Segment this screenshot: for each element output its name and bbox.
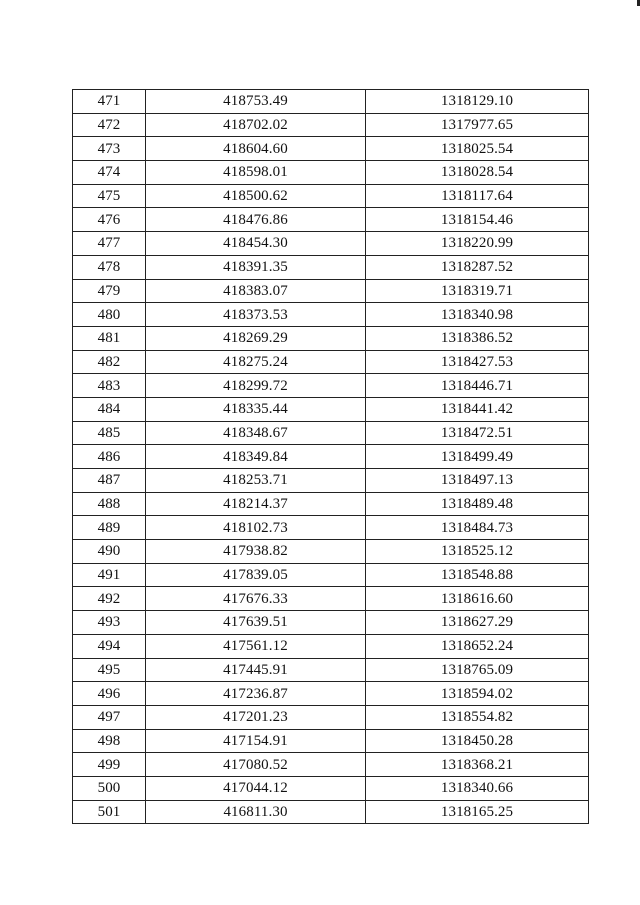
point-number-cell: 495 (73, 658, 146, 682)
point-number-cell: 492 (73, 587, 146, 611)
x-coordinate-cell: 417201.23 (146, 705, 366, 729)
y-coordinate-cell: 1318025.54 (366, 137, 589, 161)
y-coordinate-cell: 1318446.71 (366, 374, 589, 398)
y-coordinate-cell: 1318340.98 (366, 303, 589, 327)
y-coordinate-cell: 1318287.52 (366, 255, 589, 279)
point-number-cell: 488 (73, 492, 146, 516)
table-row (73, 161, 589, 185)
y-coordinate-cell: 1318497.13 (366, 469, 589, 493)
y-coordinate-cell: 1318489.48 (366, 492, 589, 516)
point-number-cell: 477 (73, 232, 146, 256)
point-number-cell: 489 (73, 516, 146, 540)
x-coordinate-cell: 418391.35 (146, 255, 366, 279)
point-number-cell: 476 (73, 208, 146, 232)
x-coordinate-cell: 418349.84 (146, 445, 366, 469)
x-coordinate-cell: 416811.30 (146, 800, 366, 824)
x-coordinate-cell: 417839.05 (146, 563, 366, 587)
table-row (73, 776, 589, 800)
x-coordinate-cell: 418373.53 (146, 303, 366, 327)
table-row (73, 492, 589, 516)
point-number-cell: 473 (73, 137, 146, 161)
point-number-cell: 479 (73, 279, 146, 303)
y-coordinate-cell: 1318154.46 (366, 208, 589, 232)
coordinate-table-body (73, 90, 589, 824)
point-number-cell: 493 (73, 611, 146, 635)
table-row (73, 658, 589, 682)
y-coordinate-cell: 1318616.60 (366, 587, 589, 611)
table-row (73, 705, 589, 729)
y-coordinate-cell: 1318652.24 (366, 634, 589, 658)
table-row (73, 753, 589, 777)
y-coordinate-cell: 1318129.10 (366, 90, 589, 114)
x-coordinate-cell: 417561.12 (146, 634, 366, 658)
table-row (73, 279, 589, 303)
table-row (73, 587, 589, 611)
x-coordinate-cell: 418702.02 (146, 113, 366, 137)
point-number-cell: 480 (73, 303, 146, 327)
point-number-cell: 487 (73, 469, 146, 493)
table-row (73, 611, 589, 635)
table-row (73, 90, 589, 114)
table-row (73, 350, 589, 374)
table-row (73, 729, 589, 753)
point-number-cell: 485 (73, 421, 146, 445)
point-number-cell: 500 (73, 776, 146, 800)
x-coordinate-cell: 417445.91 (146, 658, 366, 682)
y-coordinate-cell: 1318340.66 (366, 776, 589, 800)
x-coordinate-cell: 418214.37 (146, 492, 366, 516)
point-number-cell: 499 (73, 753, 146, 777)
table-row (73, 800, 589, 824)
point-number-cell: 474 (73, 161, 146, 185)
y-coordinate-cell: 1318165.25 (366, 800, 589, 824)
table-row (73, 326, 589, 350)
y-coordinate-cell: 1318525.12 (366, 540, 589, 564)
y-coordinate-cell: 1318554.82 (366, 705, 589, 729)
point-number-cell: 486 (73, 445, 146, 469)
point-number-cell: 475 (73, 184, 146, 208)
x-coordinate-cell: 418335.44 (146, 397, 366, 421)
x-coordinate-cell: 418269.29 (146, 326, 366, 350)
x-coordinate-cell: 418275.24 (146, 350, 366, 374)
y-coordinate-cell: 1318117.64 (366, 184, 589, 208)
x-coordinate-cell: 417676.33 (146, 587, 366, 611)
table-row (73, 184, 589, 208)
x-coordinate-cell: 418454.30 (146, 232, 366, 256)
table-row (73, 563, 589, 587)
point-number-cell: 497 (73, 705, 146, 729)
x-coordinate-cell: 418753.49 (146, 90, 366, 114)
table-row (73, 113, 589, 137)
table-row (73, 137, 589, 161)
table-row (73, 397, 589, 421)
coordinate-table (72, 89, 589, 824)
point-number-cell: 496 (73, 682, 146, 706)
point-number-cell: 491 (73, 563, 146, 587)
table-row (73, 208, 589, 232)
table-row (73, 540, 589, 564)
x-coordinate-cell: 417154.91 (146, 729, 366, 753)
table-row (73, 445, 589, 469)
point-number-cell: 472 (73, 113, 146, 137)
table-row (73, 255, 589, 279)
x-coordinate-cell: 418598.01 (146, 161, 366, 185)
y-coordinate-cell: 1318765.09 (366, 658, 589, 682)
y-coordinate-cell: 1318450.28 (366, 729, 589, 753)
point-number-cell: 494 (73, 634, 146, 658)
x-coordinate-cell: 417080.52 (146, 753, 366, 777)
table-row (73, 232, 589, 256)
x-coordinate-cell: 418102.73 (146, 516, 366, 540)
table-row (73, 303, 589, 327)
point-number-cell: 482 (73, 350, 146, 374)
y-coordinate-cell: 1318028.54 (366, 161, 589, 185)
x-coordinate-cell: 418500.62 (146, 184, 366, 208)
point-number-cell: 498 (73, 729, 146, 753)
y-coordinate-cell: 1318472.51 (366, 421, 589, 445)
point-number-cell: 478 (73, 255, 146, 279)
point-number-cell: 501 (73, 800, 146, 824)
x-coordinate-cell: 418383.07 (146, 279, 366, 303)
table-row (73, 634, 589, 658)
y-coordinate-cell: 1318441.42 (366, 397, 589, 421)
x-coordinate-cell: 417938.82 (146, 540, 366, 564)
point-number-cell: 490 (73, 540, 146, 564)
x-coordinate-cell: 418348.67 (146, 421, 366, 445)
table-row (73, 469, 589, 493)
x-coordinate-cell: 418299.72 (146, 374, 366, 398)
x-coordinate-cell: 417236.87 (146, 682, 366, 706)
y-coordinate-cell: 1318368.21 (366, 753, 589, 777)
x-coordinate-cell: 417639.51 (146, 611, 366, 635)
x-coordinate-cell: 418253.71 (146, 469, 366, 493)
y-coordinate-cell: 1318484.73 (366, 516, 589, 540)
point-number-cell: 483 (73, 374, 146, 398)
y-coordinate-cell: 1318548.88 (366, 563, 589, 587)
table-row (73, 682, 589, 706)
y-coordinate-cell: 1318319.71 (366, 279, 589, 303)
y-coordinate-cell: 1318220.99 (366, 232, 589, 256)
table-row (73, 421, 589, 445)
y-coordinate-cell: 1318386.52 (366, 326, 589, 350)
x-coordinate-cell: 418476.86 (146, 208, 366, 232)
x-coordinate-cell: 417044.12 (146, 776, 366, 800)
table-row (73, 516, 589, 540)
point-number-cell: 481 (73, 326, 146, 350)
y-coordinate-cell: 1318427.53 (366, 350, 589, 374)
table-row (73, 374, 589, 398)
y-coordinate-cell: 1318627.29 (366, 611, 589, 635)
y-coordinate-cell: 1317977.65 (366, 113, 589, 137)
point-number-cell: 471 (73, 90, 146, 114)
y-coordinate-cell: 1318594.02 (366, 682, 589, 706)
point-number-cell: 484 (73, 397, 146, 421)
x-coordinate-cell: 418604.60 (146, 137, 366, 161)
y-coordinate-cell: 1318499.49 (366, 445, 589, 469)
